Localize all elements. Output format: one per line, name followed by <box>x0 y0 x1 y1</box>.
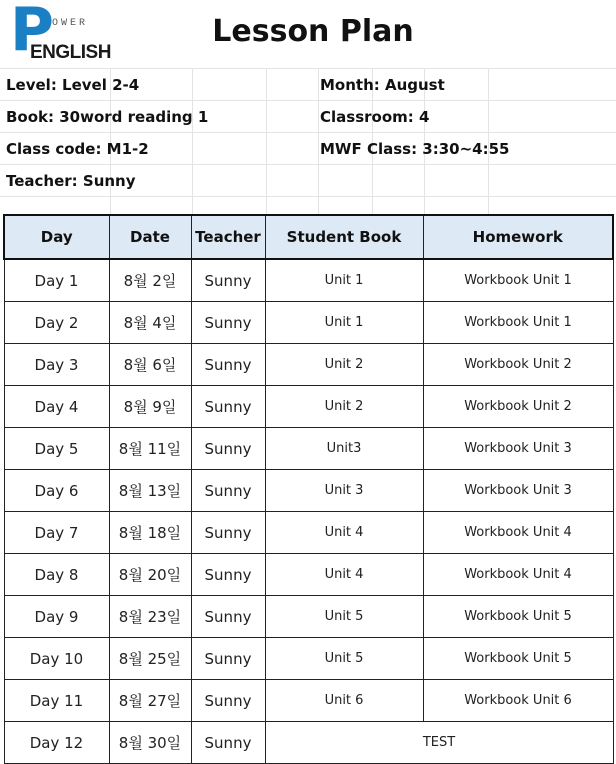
grid-line <box>0 164 616 165</box>
classroom-info: Classroom: 4 <box>320 108 430 126</box>
grid-line <box>192 68 193 214</box>
homework-cell: Workbook Unit 4 <box>423 554 613 596</box>
day-cell: Day 4 <box>4 386 109 428</box>
grid-line <box>266 68 267 214</box>
logo-small-text: OWER <box>52 18 89 29</box>
date-cell: 8월 20일 <box>109 554 191 596</box>
table-row <box>4 638 613 680</box>
teacher-cell: Sunny <box>191 470 265 512</box>
date-cell: 8월 11일 <box>109 428 191 470</box>
homework-cell: Workbook Unit 1 <box>423 259 613 302</box>
date-cell: 8월 27일 <box>109 680 191 722</box>
header-student-book: Student Book <box>265 215 423 259</box>
homework-cell: Workbook Unit 1 <box>423 302 613 344</box>
student-book-cell: Unit 2 <box>265 344 423 386</box>
table-row <box>4 512 613 554</box>
homework-cell: Workbook Unit 2 <box>423 344 613 386</box>
book-info: Book: 30word reading 1 <box>6 108 209 126</box>
grid-line <box>0 100 616 101</box>
student-book-cell: Unit 6 <box>265 680 423 722</box>
day-cell: Day 9 <box>4 596 109 638</box>
date-cell: 8월 23일 <box>109 596 191 638</box>
student-book-cell: Unit3 <box>265 428 423 470</box>
day-cell: Day 8 <box>4 554 109 596</box>
header-teacher: Teacher <box>191 215 265 259</box>
date-cell: 8월 25일 <box>109 638 191 680</box>
day-cell: Day 3 <box>4 344 109 386</box>
test-cell: TEST <box>265 722 613 764</box>
header-date: Date <box>109 215 191 259</box>
day-cell: Day 1 <box>4 259 109 302</box>
grid-line <box>0 132 616 133</box>
teacher-info: Teacher: Sunny <box>6 172 136 190</box>
teacher-cell: Sunny <box>191 722 265 764</box>
day-cell: Day 5 <box>4 428 109 470</box>
teacher-cell: Sunny <box>191 428 265 470</box>
day-cell: Day 6 <box>4 470 109 512</box>
day-cell: Day 11 <box>4 680 109 722</box>
page-title: Lesson Plan <box>212 14 414 49</box>
date-cell: 8월 18일 <box>109 512 191 554</box>
day-cell: Day 7 <box>4 512 109 554</box>
class-code-info: Class code: M1-2 <box>6 140 149 158</box>
homework-cell: Workbook Unit 6 <box>423 680 613 722</box>
table-row <box>4 470 613 512</box>
date-cell: 8월 2일 <box>109 259 191 302</box>
student-book-cell: Unit 5 <box>265 596 423 638</box>
table-row <box>4 722 613 764</box>
table-row <box>4 259 613 302</box>
table-row <box>4 386 613 428</box>
homework-cell: Workbook Unit 2 <box>423 386 613 428</box>
day-cell: Day 10 <box>4 638 109 680</box>
power-english-logo <box>8 0 112 65</box>
homework-cell: Workbook Unit 4 <box>423 512 613 554</box>
logo-letter: P <box>10 0 54 65</box>
month-info: Month: August <box>320 76 445 94</box>
teacher-cell: Sunny <box>191 259 265 302</box>
logo-word: ENGLISH <box>30 42 111 63</box>
day-cell: Day 12 <box>4 722 109 764</box>
table-header-row <box>4 215 613 259</box>
date-cell: 8월 6일 <box>109 344 191 386</box>
schedule-info: MWF Class: 3:30~4:55 <box>320 140 510 158</box>
day-cell: Day 2 <box>4 302 109 344</box>
table-row <box>4 428 613 470</box>
teacher-cell: Sunny <box>191 554 265 596</box>
date-cell: 8월 9일 <box>109 386 191 428</box>
student-book-cell: Unit 3 <box>265 470 423 512</box>
grid-line <box>318 68 319 214</box>
student-book-cell: Unit 4 <box>265 512 423 554</box>
table-row <box>4 680 613 722</box>
student-book-cell: Unit 5 <box>265 638 423 680</box>
teacher-cell: Sunny <box>191 596 265 638</box>
level-info: Level: Level 2-4 <box>6 76 140 94</box>
teacher-cell: Sunny <box>191 302 265 344</box>
teacher-cell: Sunny <box>191 386 265 428</box>
table-row <box>4 344 613 386</box>
teacher-cell: Sunny <box>191 512 265 554</box>
table-row <box>4 596 613 638</box>
table-row <box>4 302 613 344</box>
header-homework: Homework <box>423 215 613 259</box>
lesson-plan-table <box>3 214 614 764</box>
date-cell: 8월 4일 <box>109 302 191 344</box>
teacher-cell: Sunny <box>191 638 265 680</box>
grid-line <box>0 68 616 69</box>
date-cell: 8월 13일 <box>109 470 191 512</box>
homework-cell: Workbook Unit 5 <box>423 638 613 680</box>
student-book-cell: Unit 4 <box>265 554 423 596</box>
header-day: Day <box>4 215 109 259</box>
teacher-cell: Sunny <box>191 680 265 722</box>
homework-cell: Workbook Unit 5 <box>423 596 613 638</box>
table-row <box>4 554 613 596</box>
student-book-cell: Unit 2 <box>265 386 423 428</box>
date-cell: 8월 30일 <box>109 722 191 764</box>
student-book-cell: Unit 1 <box>265 302 423 344</box>
grid-line <box>0 196 616 197</box>
homework-cell: Workbook Unit 3 <box>423 428 613 470</box>
student-book-cell: Unit 1 <box>265 259 423 302</box>
teacher-cell: Sunny <box>191 344 265 386</box>
homework-cell: Workbook Unit 3 <box>423 470 613 512</box>
